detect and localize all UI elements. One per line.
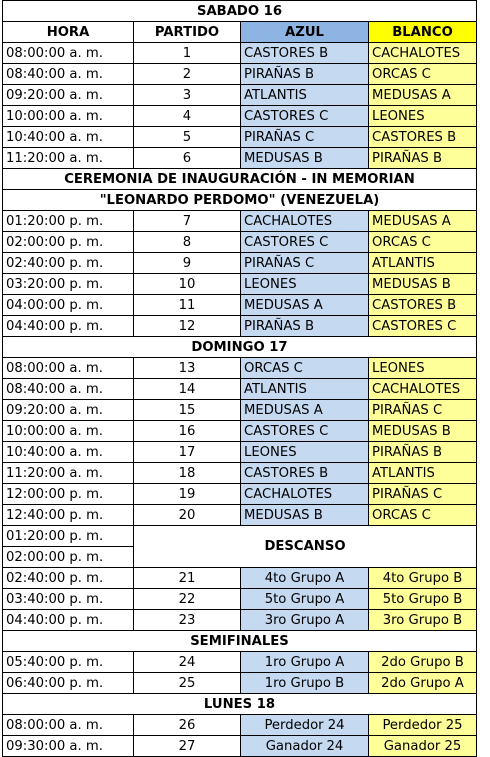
match-time: 12:00:00 p. m. [3,484,134,505]
team-azul: ATLANTIS [241,85,369,106]
match-number: 25 [134,673,241,694]
match-row [3,400,477,421]
match-number: 24 [134,652,241,673]
match-number: 12 [134,316,241,337]
team-blanco: ATLANTIS [369,463,477,484]
team-blanco: PIRAÑAS B [369,442,477,463]
ceremony-title-line2-row [3,190,477,211]
team-blanco: MEDUSAS B [369,421,477,442]
rest-time: 01:20:00 p. m. [3,526,134,547]
day-title-monday: LUNES 18 [3,694,477,715]
match-row [3,316,477,337]
day-title-saturday: SABADO 16 [3,1,477,22]
match-time: 02:00:00 p. m. [3,232,134,253]
match-number: 8 [134,232,241,253]
team-blanco: CASTORES B [369,127,477,148]
team-azul: LEONES [241,442,369,463]
match-number: 10 [134,274,241,295]
match-number: 1 [134,43,241,64]
team-blanco: 2do Grupo B [369,652,477,673]
match-row [3,736,477,757]
team-azul: MEDUSAS B [241,505,369,526]
match-number: 19 [134,484,241,505]
match-number: 15 [134,400,241,421]
match-time: 08:00:00 a. m. [3,358,134,379]
match-number: 9 [134,253,241,274]
team-azul: Ganador 24 [241,736,369,757]
team-azul: 5to Grupo A [241,589,369,610]
match-row [3,505,477,526]
team-blanco: CASTORES B [369,295,477,316]
match-number: 26 [134,715,241,736]
team-blanco: Ganador 25 [369,736,477,757]
team-azul: 1ro Grupo A [241,652,369,673]
match-time: 09:20:00 a. m. [3,400,134,421]
match-row [3,652,477,673]
team-azul: 4to Grupo A [241,568,369,589]
team-azul: MEDUSAS A [241,400,369,421]
match-time: 11:20:00 a. m. [3,148,134,169]
match-time: 04:00:00 p. m. [3,295,134,316]
team-azul: CASTORES C [241,106,369,127]
team-azul: 3ro Grupo A [241,610,369,631]
match-time: 05:40:00 p. m. [3,652,134,673]
team-blanco: 3ro Grupo B [369,610,477,631]
match-number: 3 [134,85,241,106]
team-azul: Perdedor 24 [241,715,369,736]
match-schedule-table [2,0,477,757]
match-time: 08:00:00 a. m. [3,715,134,736]
match-row [3,232,477,253]
match-number: 13 [134,358,241,379]
team-blanco: ORCAS C [369,64,477,85]
team-blanco: 5to Grupo B [369,589,477,610]
match-row [3,43,477,64]
match-number: 2 [134,64,241,85]
match-time: 08:00:00 a. m. [3,43,134,64]
match-number: 6 [134,148,241,169]
team-azul: CASTORES C [241,232,369,253]
ceremony-title-line2: "LEONARDO PERDOMO" (VENEZUELA) [3,190,477,211]
match-number: 20 [134,505,241,526]
match-time: 01:20:00 p. m. [3,211,134,232]
day-title-sunday-row [3,337,477,358]
match-row [3,442,477,463]
match-time: 11:20:00 a. m. [3,463,134,484]
match-row [3,127,477,148]
team-azul: LEONES [241,274,369,295]
team-blanco: MEDUSAS B [369,274,477,295]
semifinals-title: SEMIFINALES [3,631,477,652]
column-header-partido: PARTIDO [134,22,241,43]
team-azul: PIRAÑAS B [241,316,369,337]
team-azul: CASTORES C [241,421,369,442]
match-row [3,484,477,505]
match-time: 04:40:00 p. m. [3,610,134,631]
match-number: 27 [134,736,241,757]
team-azul: CACHALOTES [241,484,369,505]
match-row [3,379,477,400]
match-row [3,148,477,169]
match-number: 14 [134,379,241,400]
team-azul: CASTORES B [241,43,369,64]
match-number: 21 [134,568,241,589]
match-row [3,421,477,442]
match-number: 4 [134,106,241,127]
match-time: 02:40:00 p. m. [3,568,134,589]
column-header-row [3,22,477,43]
match-time: 10:40:00 a. m. [3,127,134,148]
match-time: 08:40:00 a. m. [3,379,134,400]
match-time: 08:40:00 a. m. [3,64,134,85]
team-azul: MEDUSAS B [241,148,369,169]
match-number: 18 [134,463,241,484]
match-row [3,589,477,610]
team-blanco: CACHALOTES [369,43,477,64]
day-header-row [3,1,477,22]
team-blanco: LEONES [369,358,477,379]
day-title-monday-row [3,694,477,715]
team-blanco: CACHALOTES [369,379,477,400]
match-time: 03:20:00 p. m. [3,274,134,295]
team-azul: PIRAÑAS B [241,64,369,85]
team-blanco: 2do Grupo A [369,673,477,694]
match-row [3,673,477,694]
match-row [3,64,477,85]
match-row [3,106,477,127]
day-title-sunday: DOMINGO 17 [3,337,477,358]
match-row [3,253,477,274]
team-blanco: 4to Grupo B [369,568,477,589]
match-row [3,568,477,589]
match-time: 10:00:00 a. m. [3,106,134,127]
semifinals-title-row [3,631,477,652]
match-time: 09:30:00 a. m. [3,736,134,757]
team-blanco: LEONES [369,106,477,127]
match-row [3,610,477,631]
column-header-hora: HORA [3,22,134,43]
team-blanco: ORCAS C [369,505,477,526]
ceremony-title-line1-row [3,169,477,190]
team-blanco: CASTORES C [369,316,477,337]
team-azul: CACHALOTES [241,211,369,232]
match-time: 12:40:00 p. m. [3,505,134,526]
team-azul: ATLANTIS [241,379,369,400]
rest-label: DESCANSO [134,526,477,568]
match-number: 23 [134,610,241,631]
team-azul: PIRAÑAS C [241,127,369,148]
team-blanco: MEDUSAS A [369,211,477,232]
team-blanco: MEDUSAS A [369,85,477,106]
team-azul: CASTORES B [241,463,369,484]
match-row [3,295,477,316]
team-blanco: PIRAÑAS C [369,400,477,421]
match-number: 11 [134,295,241,316]
match-number: 5 [134,127,241,148]
match-row [3,274,477,295]
team-blanco: ORCAS C [369,232,477,253]
match-time: 06:40:00 p. m. [3,673,134,694]
match-time: 02:40:00 p. m. [3,253,134,274]
team-azul: PIRAÑAS C [241,253,369,274]
rest-time: 02:00:00 p. m. [3,547,134,568]
team-azul: ORCAS C [241,358,369,379]
match-number: 16 [134,421,241,442]
match-time: 03:40:00 p. m. [3,589,134,610]
match-time: 09:20:00 a. m. [3,85,134,106]
team-azul: 1ro Grupo B [241,673,369,694]
match-row [3,358,477,379]
match-time: 04:40:00 p. m. [3,316,134,337]
match-row [3,211,477,232]
schedule-body [3,1,477,757]
match-time: 10:00:00 a. m. [3,421,134,442]
match-number: 22 [134,589,241,610]
team-azul: MEDUSAS A [241,295,369,316]
match-time: 10:40:00 a. m. [3,442,134,463]
match-number: 7 [134,211,241,232]
match-row [3,715,477,736]
match-row [3,463,477,484]
column-header-azul: AZUL [241,22,369,43]
team-blanco: ATLANTIS [369,253,477,274]
ceremony-title-line1: CEREMONIA DE INAUGURACIÓN - IN MEMORIAN [3,169,477,190]
column-header-blanco: BLANCO [369,22,477,43]
team-blanco: Perdedor 25 [369,715,477,736]
match-row [3,85,477,106]
match-number: 17 [134,442,241,463]
team-blanco: PIRAÑAS B [369,148,477,169]
rest-row [3,526,477,547]
team-blanco: PIRAÑAS C [369,484,477,505]
